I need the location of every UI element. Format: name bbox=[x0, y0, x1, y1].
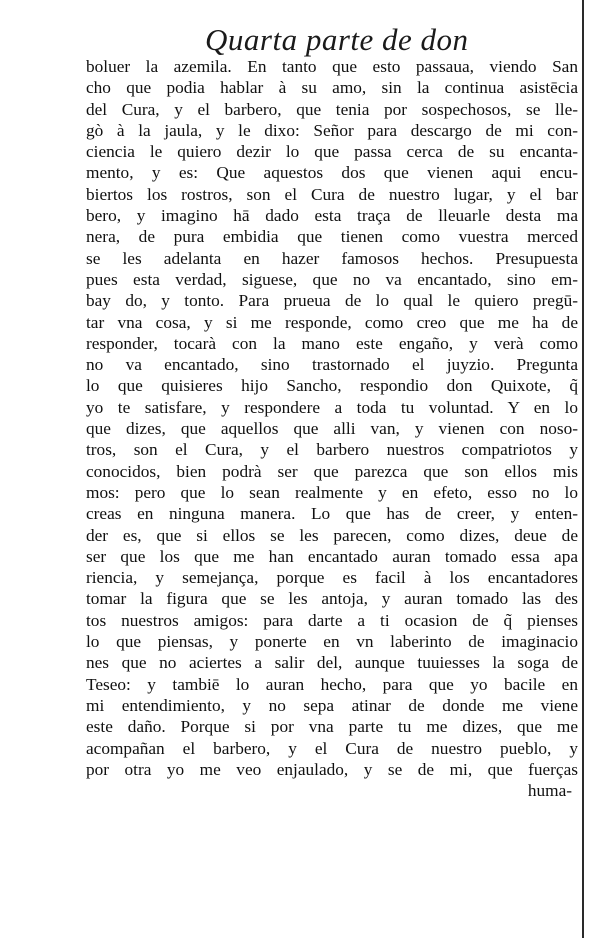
text-line: ciencia le quiero dezir lo que passa cerca de su encanta- bbox=[86, 142, 578, 162]
text-line: nera, de pura embidia que tienen como vuestra merced bbox=[86, 227, 578, 247]
text-line: tomar la figura que se les antoja, y auran tomado las des bbox=[86, 589, 578, 609]
text-line: der es, que si ellos se les parecen, como dizes, deue de bbox=[86, 525, 578, 545]
text-line: pues esta verdad, siguese, que no va encantado, sino em- bbox=[86, 269, 578, 289]
text-line: mi entendimiento, y no sepa atinar de donde me viene bbox=[86, 695, 578, 715]
text-line: bay do, y tonto. Para prueua de lo qual le quiero pregū- bbox=[86, 291, 578, 311]
text-line: gò à la jaula, y le dixo: Señor para descargo de mi con- bbox=[86, 120, 578, 140]
catchword: huma- bbox=[527, 781, 572, 801]
text-line: creas en ninguna manera. Lo que has de creer, y enten- bbox=[86, 504, 578, 524]
text-line: yo te satisfare, y respondere a toda tu voluntad. Y en lo bbox=[86, 397, 578, 417]
text-line: ser que los que me han encantado auran tomado essa apa bbox=[86, 546, 578, 566]
text-line: bero, y imagino hā dado esta traça de lleuarle desta ma bbox=[86, 206, 578, 226]
text-line: tar vna cosa, y si me responde, como creo que me ha de bbox=[86, 312, 578, 332]
text-line: nes que no aciertes a salir del, aunque tuuiesses la soga de bbox=[86, 653, 578, 673]
running-header: Quarta parte de don bbox=[205, 22, 469, 57]
text-line: por otra yo me veo enjaulado, y se de mi, que fuerças bbox=[86, 759, 578, 779]
text-line: tros, son el Cura, y el barbero nuestros compatriotos y bbox=[86, 440, 578, 460]
text-line: responder, tocarà con la mano este engaño, y verà como bbox=[86, 333, 578, 353]
text-line: lo que quisieres hijo Sancho, respondio don Quixote, q̃ bbox=[86, 376, 578, 396]
text-line: mento, y es: Que aquestos dos que vienen aqui encu- bbox=[86, 163, 578, 183]
text-line: riencia, y semejança, porque es facil à los encantadores bbox=[86, 568, 578, 588]
text-line: cho que podia hablar à su amo, sin la continua asistēcia bbox=[86, 78, 578, 98]
text-line: del Cura, y el barbero, que tenia por sospechosos, se lle- bbox=[86, 99, 578, 119]
body-text bbox=[86, 56, 578, 801]
text-line: se les adelanta en hazer famosos hechos. Presupuesta bbox=[86, 248, 578, 268]
text-line: biertos los rostros, son el Cura de nuestro lugar, y el bar bbox=[86, 184, 578, 204]
text-line: lo que piensas, y ponerte en vn laberinto de imaginacio bbox=[86, 632, 578, 652]
text-line: conocidos, bien podrà ser que parezca que son ellos mis bbox=[86, 461, 578, 481]
text-line: Teseo: y tambiē lo auran hecho, para que yo bacile en bbox=[86, 674, 578, 694]
text-line: mos: pero que lo sean realmente y en efeto, esso no lo bbox=[86, 482, 578, 502]
text-line: que dizes, que aquellos que alli van, y vienen con noso- bbox=[86, 419, 578, 439]
text-line: acompañan el barbero, y el Cura de nuestro pueblo, y bbox=[86, 738, 578, 758]
text-line: tos nuestros amigos: para darte a ti ocasion de q̃ pienses bbox=[86, 610, 578, 630]
page-edge-line bbox=[582, 0, 584, 938]
text-line: este daño. Porque si por vna parte tu me dizes, que me bbox=[86, 717, 578, 737]
text-line: boluer la azemila. En tanto que esto passaua, viendo San bbox=[86, 57, 578, 76]
text-line: no va encantado, sino trastornado el juyzio. Pregunta bbox=[86, 355, 578, 375]
